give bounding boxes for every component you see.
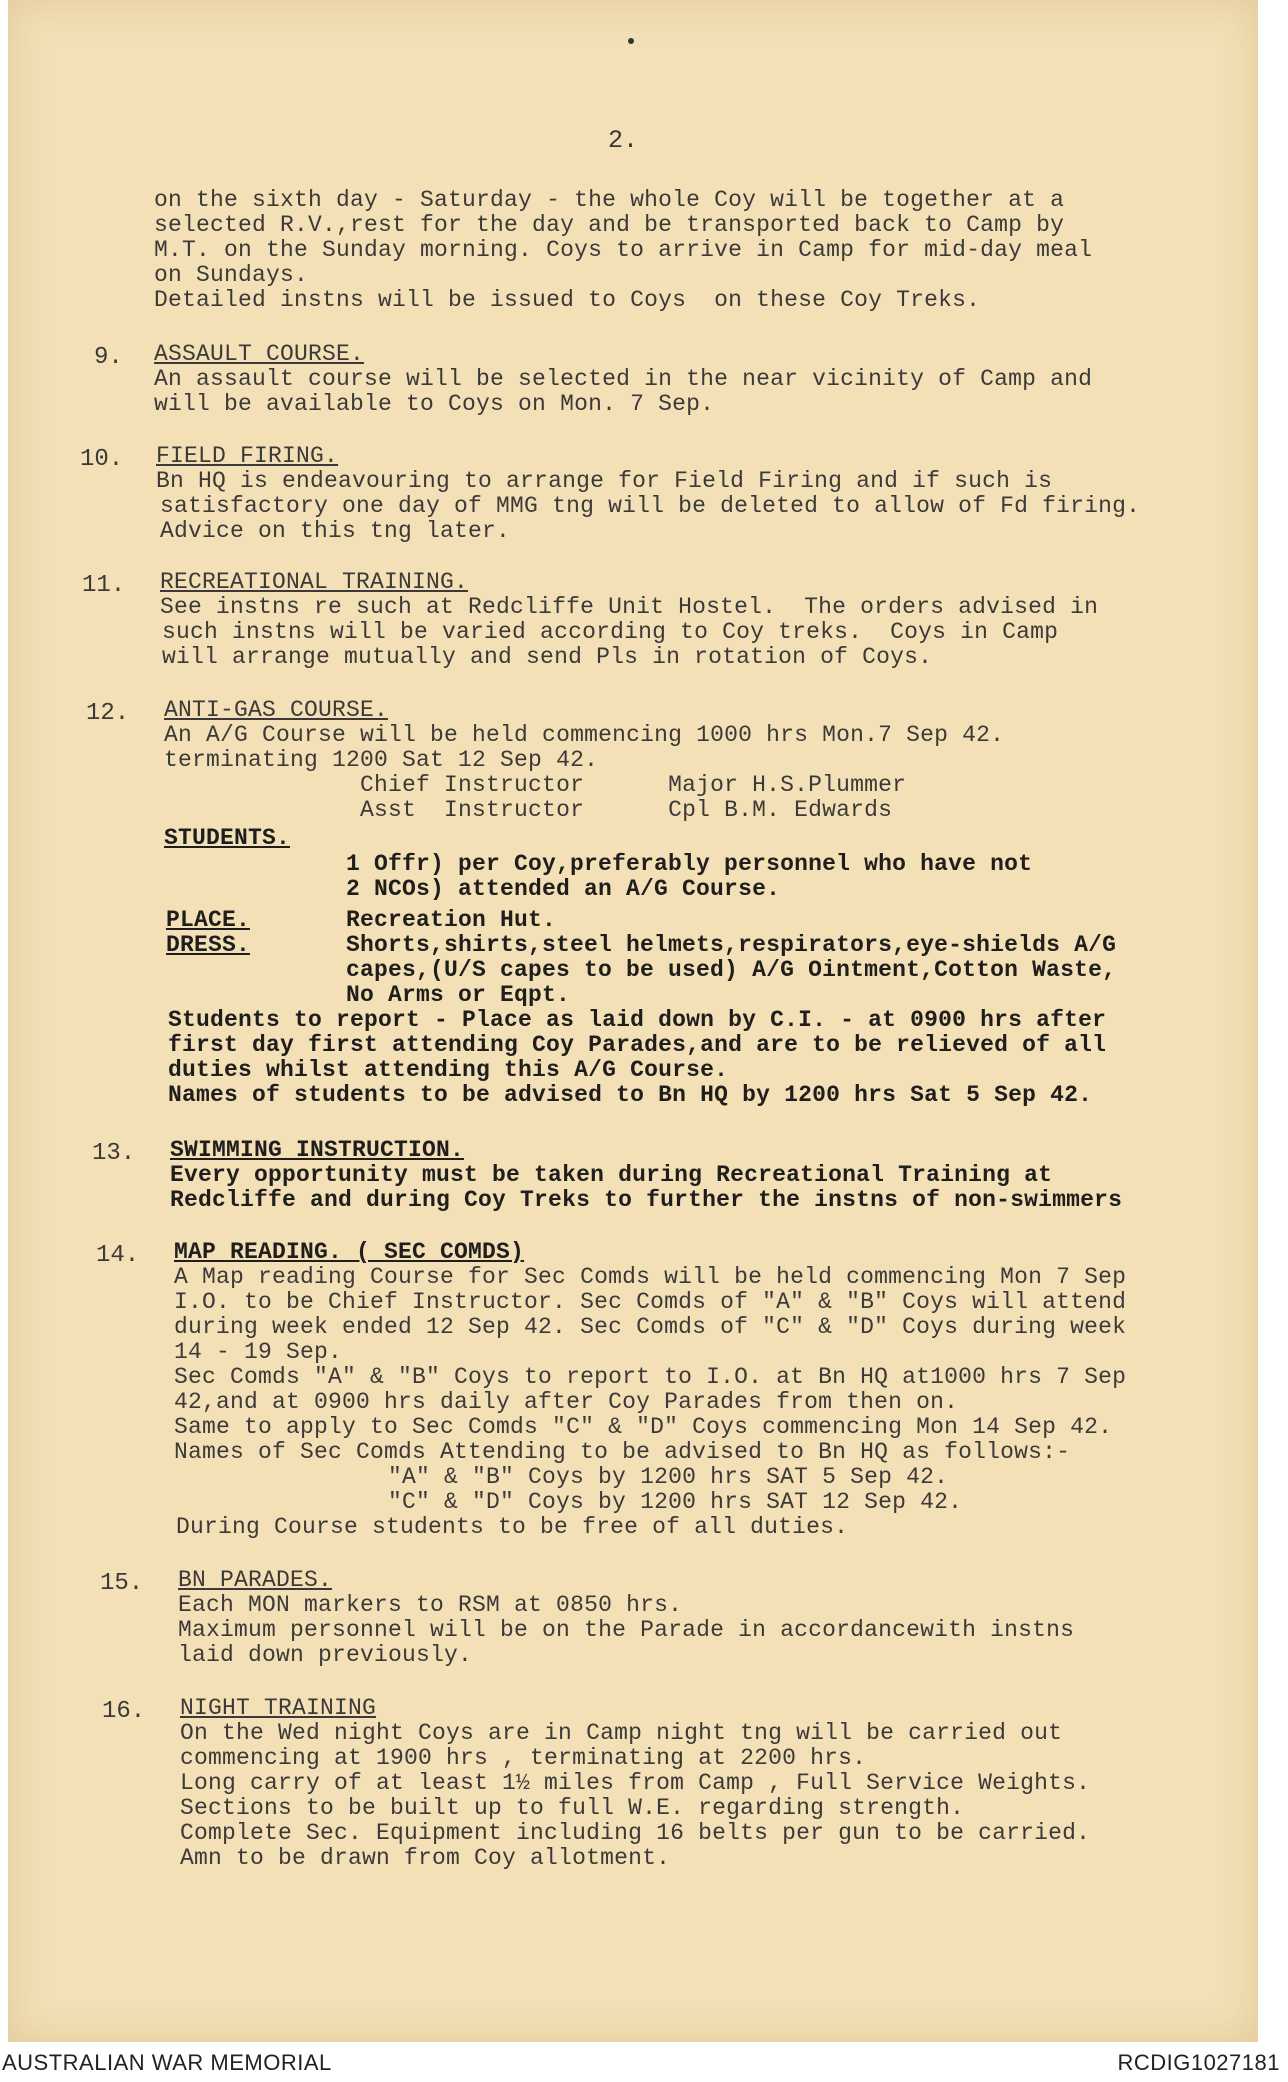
page-number: 2. [608,126,639,155]
text-line: Every opportunity must be taken during Recreational Training at [170,1162,1053,1188]
students-label: STUDENTS. [164,825,291,851]
text-line: No Arms or Eqpt. [346,982,571,1008]
text-line: During Course students to be free of all duties. [176,1514,849,1540]
section-number: 16. [102,1698,146,1725]
place-label: PLACE. [166,907,251,933]
footer-archive-name: AUSTRALIAN WAR MEMORIAL [2,2050,332,2075]
footer-record-id: RCDIG1027181 [1117,2050,1280,2075]
dress-label: DRESS. [166,932,251,958]
text-line: first day first attending Coy Parades,and are to be relieved of all [168,1032,1107,1058]
text-line: 42,and at 0900 hrs daily after Coy Parades from then on. [174,1389,959,1415]
text-line: Names of Sec Comds Attending to be advised to Bn HQ as follows:- [174,1439,1071,1465]
text-line: 2 NCOs) attended an A/G Course. [346,876,781,902]
section-heading: ASSAULT COURSE. [154,341,365,367]
text-line: Sec Comds "A" & "B" Coys to report to I.O. at Bn HQ at1000 hrs 7 Sep [174,1364,1127,1390]
section-number: 9. [94,344,123,371]
section-number: 15. [100,1570,144,1597]
section-number: 14. [96,1242,140,1269]
section-heading: BN PARADES. [178,1567,333,1593]
text-line: Sections to be built up to full W.E. regarding strength. [180,1795,965,1821]
text-line: Chief Instructor Major H.S.Plummer [164,772,907,798]
section-number: 13. [92,1140,136,1167]
text-line: will be available to Coys on Mon. 7 Sep. [154,391,715,417]
section-heading: ANTI-GAS COURSE. [164,697,389,723]
text-line: will arrange mutually and send Pls in rotation of Coys. [162,644,933,670]
text-line: Long carry of at least 1½ miles from Camp , Full Service Weights. [180,1770,1091,1796]
text-line: Maximum personnel will be on the Parade in accordancewith instns [178,1617,1075,1643]
text-line: such instns will be varied according to Coy treks. Coys in Camp [162,619,1059,645]
text-line: on Sundays. [154,262,309,288]
text-line: Shorts,shirts,steel helmets,respirators,eye-shields A/G [346,932,1117,958]
text-line: Each MON markers to RSM at 0850 hrs. [178,1592,683,1618]
punch-mark [628,38,634,44]
text-line: commencing at 1900 hrs , terminating at 2200 hrs. [180,1745,867,1771]
text-line: M.T. on the Sunday morning. Coys to arrive in Camp for mid-day meal [154,237,1093,263]
text-line: "A" & "B" Coys by 1200 hrs SAT 5 Sep 42. [234,1464,949,1490]
text-line: Asst Instructor Cpl B.M. Edwards [164,797,893,823]
section-heading: SWIMMING INSTRUCTION. [170,1137,465,1163]
section-heading: NIGHT TRAINING [180,1695,377,1721]
text-line: A Map reading Course for Sec Comds will be held commencing Mon 7 Sep [174,1264,1127,1290]
text-line: Advice on this tng later. [160,518,511,544]
section-heading: MAP READING. ( SEC COMDS) [174,1239,525,1265]
text-line: See instns re such at Redcliffe Unit Hostel. The orders advised in [160,594,1099,620]
text-line: terminating 1200 Sat 12 Sep 42. [164,747,599,773]
text-line: capes,(U/S capes to be used) A/G Ointment,Cotton Waste, [346,957,1117,983]
section-heading: FIELD FIRING. [156,443,339,469]
text-line: Bn HQ is endeavouring to arrange for Field Firing and if such is [156,468,1053,494]
text-line: selected R.V.,rest for the day and be transported back to Camp by [154,212,1065,238]
text-line: An A/G Course will be held commencing 1000 hrs Mon.7 Sep 42. [164,722,1005,748]
section-number: 12. [86,700,130,727]
text-line: I.O. to be Chief Instructor. Sec Comds of "A" & "B" Coys will attend [174,1289,1127,1315]
text-line: Students to report - Place as laid down by C.I. - at 0900 hrs after [168,1007,1107,1033]
text-line: Same to apply to Sec Comds "C" & "D" Coys commencing Mon 14 Sep 42. [174,1414,1113,1440]
text-line: An assault course will be selected in the near vicinity of Camp and [154,366,1093,392]
text-line: Amn to be drawn from Coy allotment. [180,1845,671,1871]
text-line: on the sixth day - Saturday - the whole Coy will be together at a [154,187,1065,213]
text-line: during week ended 12 Sep 42. Sec Comds of "C" & "D" Coys during week [174,1314,1127,1340]
section-number: 11. [82,572,126,599]
text-line: duties whilst attending this A/G Course. [168,1057,729,1083]
text-line: laid down previously. [178,1642,473,1668]
text-line: Detailed instns will be issued to Coys on these Coy Treks. [154,287,981,313]
text-line: satisfactory one day of MMG tng will be deleted to allow of Fd firing. [160,493,1141,519]
text-line: Complete Sec. Equipment including 16 belts per gun to be carried. [180,1820,1091,1846]
text-line: 1 Offr) per Coy,preferably personnel who have not [346,851,1033,877]
section-number: 10. [80,446,124,473]
text-line: "C" & "D" Coys by 1200 hrs SAT 12 Sep 42. [234,1489,963,1515]
text-line: On the Wed night Coys are in Camp night tng will be carried out [180,1720,1063,1746]
text-line: 14 - 19 Sep. [174,1339,343,1365]
text-line: Names of students to be advised to Bn HQ by 1200 hrs Sat 5 Sep 42. [168,1082,1093,1108]
section-heading: RECREATIONAL TRAINING. [160,569,469,595]
text-line: Redcliffe and during Coy Treks to further the instns of non-swimmers [170,1187,1123,1213]
place-value: Recreation Hut. [346,907,557,933]
